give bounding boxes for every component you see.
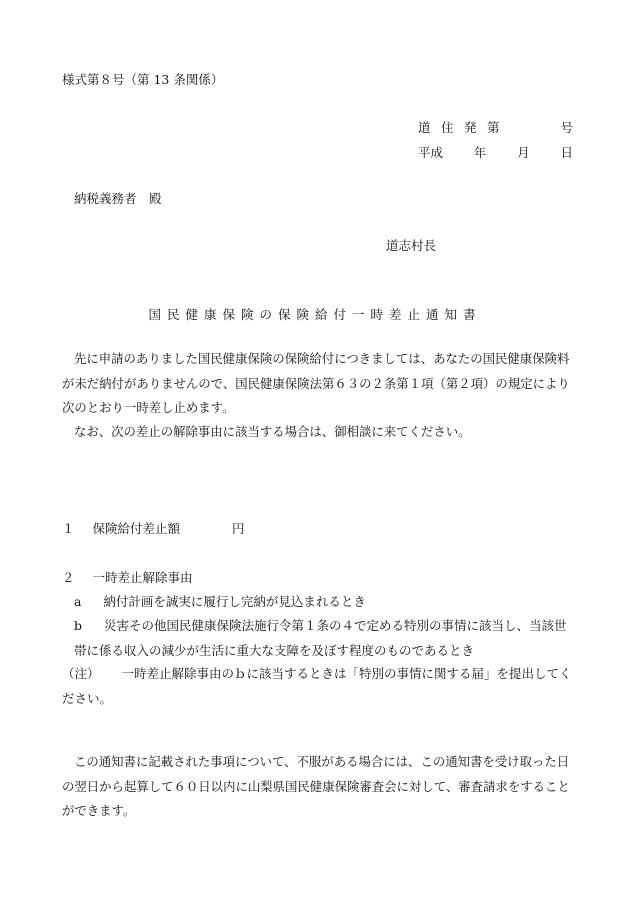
item-unit: 円 — [231, 521, 245, 536]
date-day-label: 日 — [560, 145, 573, 160]
reference-part: 道 — [418, 120, 431, 135]
footnote-text: 一時差止解除事由のｂに該当するときは「特別の事情に関する届」を提出してください。 — [62, 666, 572, 706]
reference-part: 住 — [441, 120, 454, 135]
item-number: １ — [62, 521, 75, 536]
reference-part: 第 — [487, 120, 500, 135]
item-label: 一時差止解除事由 — [92, 570, 193, 585]
note-paragraph: なお、次の差止の解除事由に該当する場合は、御相談に来てください。 — [74, 424, 471, 439]
footnote-marker: （注） — [62, 666, 100, 681]
document-reference-number — [418, 118, 573, 136]
addressee: 納税義務者 殿 — [74, 191, 162, 206]
reason-text: 災害その他国民健康保険法施行令第１条の４で定める特別の事情に該当し、当該世帯に係る収入の減少が生活に重大な支障を及ぼす程度のものであるとき — [74, 618, 567, 658]
reason-b — [74, 614, 578, 663]
reason-marker: a — [74, 594, 82, 609]
reason-a — [74, 590, 578, 615]
item-release-reasons — [62, 568, 193, 586]
reason-marker: b — [74, 618, 83, 633]
issue-date — [418, 143, 573, 161]
document-title: 国民健康保険の保険給付一時差止通知書 — [148, 307, 482, 322]
issuer: 道志村長 — [386, 238, 437, 253]
reference-number-blank — [510, 118, 550, 136]
item-number: ２ — [62, 570, 75, 585]
date-era: 平成 — [418, 145, 444, 160]
footnote — [62, 662, 578, 711]
item-suspended-amount — [62, 519, 244, 537]
item-label: 保険給付差止額 — [92, 521, 180, 536]
reason-text: 納付計画を誠実に履行し完納が見込まれるとき — [103, 594, 366, 609]
reference-part: 発 — [464, 120, 477, 135]
form-number: 様式第８号（第 13 条関係） — [62, 72, 224, 87]
closing-paragraph: この通知書に記載された事項について、不服がある場合には、この通知書を受け取った日の翌日から起算して６０日以内に山梨県国民健康保険審査会に対して、審査請求をすることができます。 — [62, 754, 570, 818]
reference-part: 号 — [560, 120, 573, 135]
date-month-label: 月 — [517, 145, 530, 160]
body-paragraph: 先に申請のありました国民健康保険の保険給付につきましては、あなたの国民健康保険料が未だ納付がありませんので、国民健康保険法第６３の２条第１項（第２項）の規定により次のとおり一時差し止めます。 — [62, 351, 570, 415]
date-year-label: 年 — [473, 145, 487, 160]
